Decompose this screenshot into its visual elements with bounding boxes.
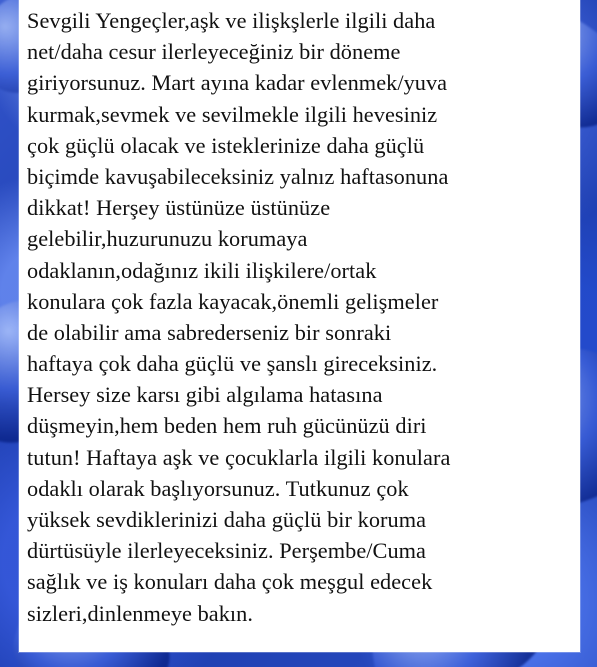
caption-line: dikkat! Herşey üstünüze üstünüze (27, 195, 331, 221)
caption-line: Hersey size karsı gibi algılama hatasına (27, 382, 383, 408)
caption-line: kurmak,sevmek ve sevilmekle ilgili hevesiniz (27, 101, 438, 127)
caption-line: Sevgili Yengeçler,aşk ve ilişkşlerle ilgili daha (27, 8, 436, 33)
caption-line: yüksek sevdiklerinizi daha güçlü bir koruma (27, 507, 427, 532)
caption-line: konulara çok fazla kayacak,önemli gelişmeler (27, 288, 439, 314)
caption-line: odaklı olarak başlıyorsunuz. Tutkunuz çok (27, 475, 409, 501)
caption-line: sizleri,dinlenmeye bakın. (27, 600, 254, 626)
caption-text (27, 5, 575, 629)
caption-line: gelebilir,huzurunuzu korumaya (27, 226, 308, 252)
caption-line: tutun! Haftaya aşk ve çocuklarla ilgili konulara (27, 444, 451, 470)
caption-line: sağlık ve iş konuları daha çok meşgul edecek (27, 569, 433, 595)
caption-line: düşmeyin,hem beden hem ruh gücünüzü diri (27, 413, 427, 439)
caption-line: de olabilir ama sabrederseniz bir sonraki (27, 319, 392, 345)
caption-line: net/daha cesur ilerleyeceğiniz bir döneme (27, 39, 401, 65)
caption-line: haftaya çok daha güçlü ve şanslı gireceksiniz. (27, 351, 438, 377)
caption-line: odaklanın,odağınız ikili ilişkilere/ortak (27, 257, 377, 283)
caption-line: çok güçlü olacak ve isteklerinize daha güçlü (27, 132, 425, 158)
caption-panel (19, 0, 580, 652)
caption-line: dürtüsüyle ilerleyeceksiniz. Perşembe/Cuma (27, 538, 426, 564)
caption-line: biçimde kavuşabileceksiniz yalnız haftasonuna (27, 163, 449, 189)
caption-line: giriyorsunuz. Mart ayına kadar evlenmek/yuva (27, 70, 448, 96)
